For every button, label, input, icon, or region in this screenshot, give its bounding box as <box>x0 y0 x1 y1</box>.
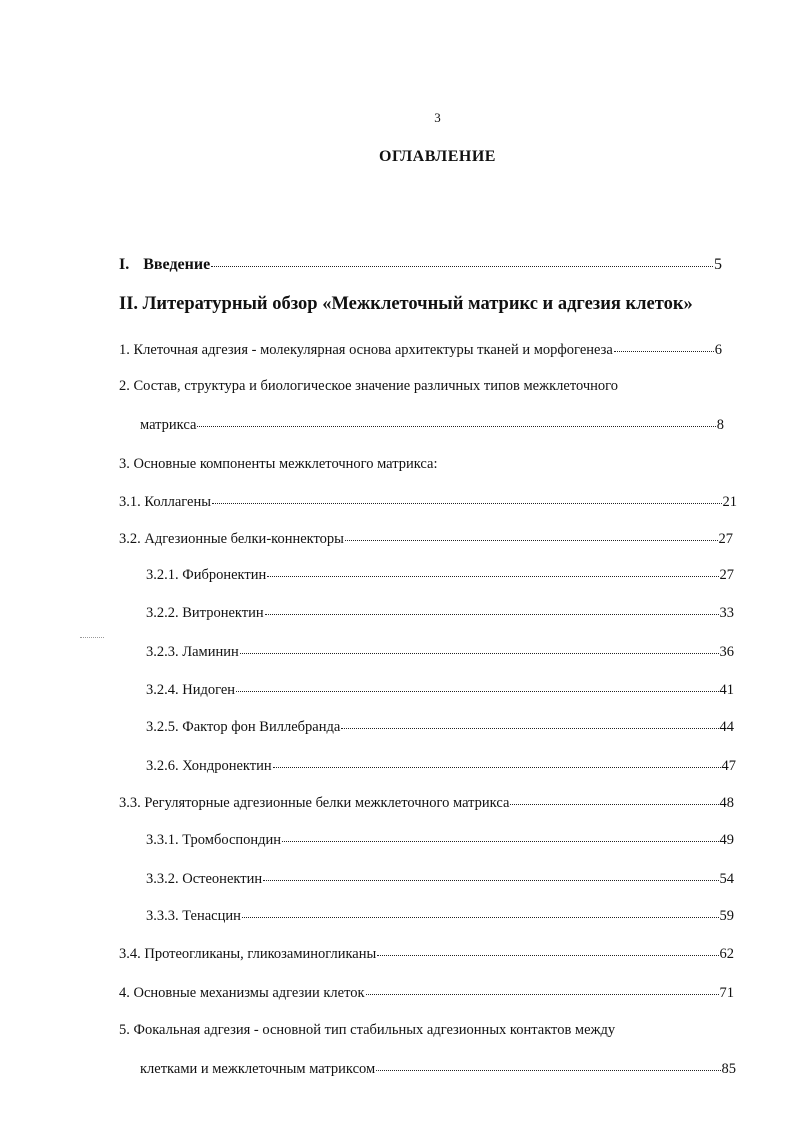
toc-entry-label: 3.3.3. Тенасцин <box>146 908 241 924</box>
leader-dots <box>377 955 718 956</box>
leader-dots <box>212 503 722 504</box>
toc-entry[interactable] <box>146 644 734 661</box>
toc-entry-label: 3.4. Протеогликаны, гликозаминогликаны <box>119 946 377 962</box>
toc-page-number: 27 <box>718 531 733 547</box>
toc-entry[interactable] <box>119 531 733 548</box>
leader-dots <box>510 804 718 805</box>
toc-entry-label: 3.2.1. Фибронектин <box>146 567 267 583</box>
toc-entry[interactable]: 3. Основные компоненты межклеточного матрикса: <box>119 456 438 472</box>
toc-entry[interactable] <box>146 758 736 775</box>
leader-dots <box>242 917 719 918</box>
toc-page-number: 49 <box>719 832 734 848</box>
leader-dots <box>267 576 718 577</box>
toc-page-number: 47 <box>721 758 736 774</box>
toc-page-number: 27 <box>719 567 734 583</box>
toc-entry-label: 3.2. Адгезионные белки-коннекторы <box>119 531 344 547</box>
leader-dots <box>211 266 713 267</box>
toc-entry[interactable] <box>146 832 734 849</box>
leader-dots <box>366 994 719 995</box>
toc-entry[interactable]: 5. Фокальная адгезия - основной тип стабильных адгезионных контактов между <box>119 1022 616 1038</box>
leader-dots <box>236 691 718 692</box>
toc-page-number: 59 <box>719 908 734 924</box>
toc-entry[interactable] <box>146 567 734 584</box>
leader-dots <box>197 426 715 427</box>
toc-entry[interactable] <box>146 605 734 622</box>
toc-entry[interactable] <box>146 871 734 888</box>
leader-dots <box>265 614 719 615</box>
scan-mark <box>80 637 104 638</box>
toc-entry-label: 3.3.2. Остеонектин <box>146 871 263 887</box>
leader-dots <box>376 1070 720 1071</box>
toc-entry-label: 3.2.3. Ламинин <box>146 644 239 660</box>
toc-entry-label: 3.3. Регуляторные адгезионные белки межклеточного матрикса <box>119 795 510 811</box>
section-roman: I. <box>119 256 130 273</box>
toc-entry[interactable] <box>146 682 734 699</box>
leader-dots <box>240 653 719 654</box>
leader-dots <box>282 841 718 842</box>
toc-entry[interactable] <box>146 908 734 925</box>
toc-entry-label: 1. Клеточная адгезия - молекулярная основа архитектуры тканей и морфогенеза <box>119 342 613 358</box>
toc-page-number: 44 <box>719 719 734 735</box>
toc-entry-label: клетками и межклеточным матриксом <box>140 1061 376 1077</box>
page-title: ОГЛАВЛЕНИЕ <box>379 148 496 165</box>
toc-entry[interactable] <box>119 494 737 511</box>
toc-entry-label: 3.1. Коллагены <box>119 494 211 510</box>
toc-entry[interactable]: 2. Состав, структура и биологическое значение различных типов межклеточного <box>119 378 618 394</box>
toc-entry[interactable] <box>119 946 734 963</box>
toc-page-number: 54 <box>719 871 734 887</box>
page-number: 3 <box>434 110 441 125</box>
toc-section-introduction[interactable] <box>119 256 722 274</box>
toc-page-number: 41 <box>719 682 734 698</box>
toc-page-number: 36 <box>719 644 734 660</box>
toc-page-number: 62 <box>719 946 734 962</box>
toc-entry[interactable] <box>140 1061 736 1078</box>
toc-page-number: 71 <box>719 985 734 1001</box>
toc-entry-label: 3.2.4. Нидоген <box>146 682 236 698</box>
toc-entry-label: 3.2.5. Фактор фон Виллебранда <box>146 719 341 735</box>
toc-entry-label: 4. Основные механизмы адгезии клеток <box>119 985 365 1001</box>
leader-dots <box>341 728 718 729</box>
toc-entry[interactable] <box>119 985 734 1002</box>
toc-page-number: 48 <box>719 795 734 811</box>
toc-page-number: 33 <box>719 605 734 621</box>
toc-page-number: 85 <box>721 1061 736 1077</box>
section-heading-literature-review: II. Литературный обзор «Межклеточный матрикс и адгезия клеток» <box>119 294 693 314</box>
leader-dots <box>263 880 718 881</box>
toc-entry-label: матрикса <box>140 417 197 433</box>
toc-entry[interactable] <box>140 417 724 434</box>
leader-dots <box>273 767 721 768</box>
toc-entry-label: 3.3.1. Тромбоспондин <box>146 832 282 848</box>
section-label: Введение <box>143 256 211 273</box>
toc-entry-label: 3.2.2. Витронектин <box>146 605 264 621</box>
leader-dots <box>345 540 718 541</box>
toc-entry[interactable] <box>146 719 734 736</box>
toc-entry[interactable] <box>119 795 734 812</box>
toc-page-number: 8 <box>716 417 724 433</box>
toc-page-number: 5 <box>714 256 722 273</box>
leader-dots <box>614 351 714 352</box>
toc-entry[interactable] <box>119 342 722 359</box>
toc-entry-label: 3.2.6. Хондронектин <box>146 758 272 774</box>
toc-page-number: 21 <box>722 494 737 510</box>
toc-page-number: 6 <box>714 342 722 358</box>
